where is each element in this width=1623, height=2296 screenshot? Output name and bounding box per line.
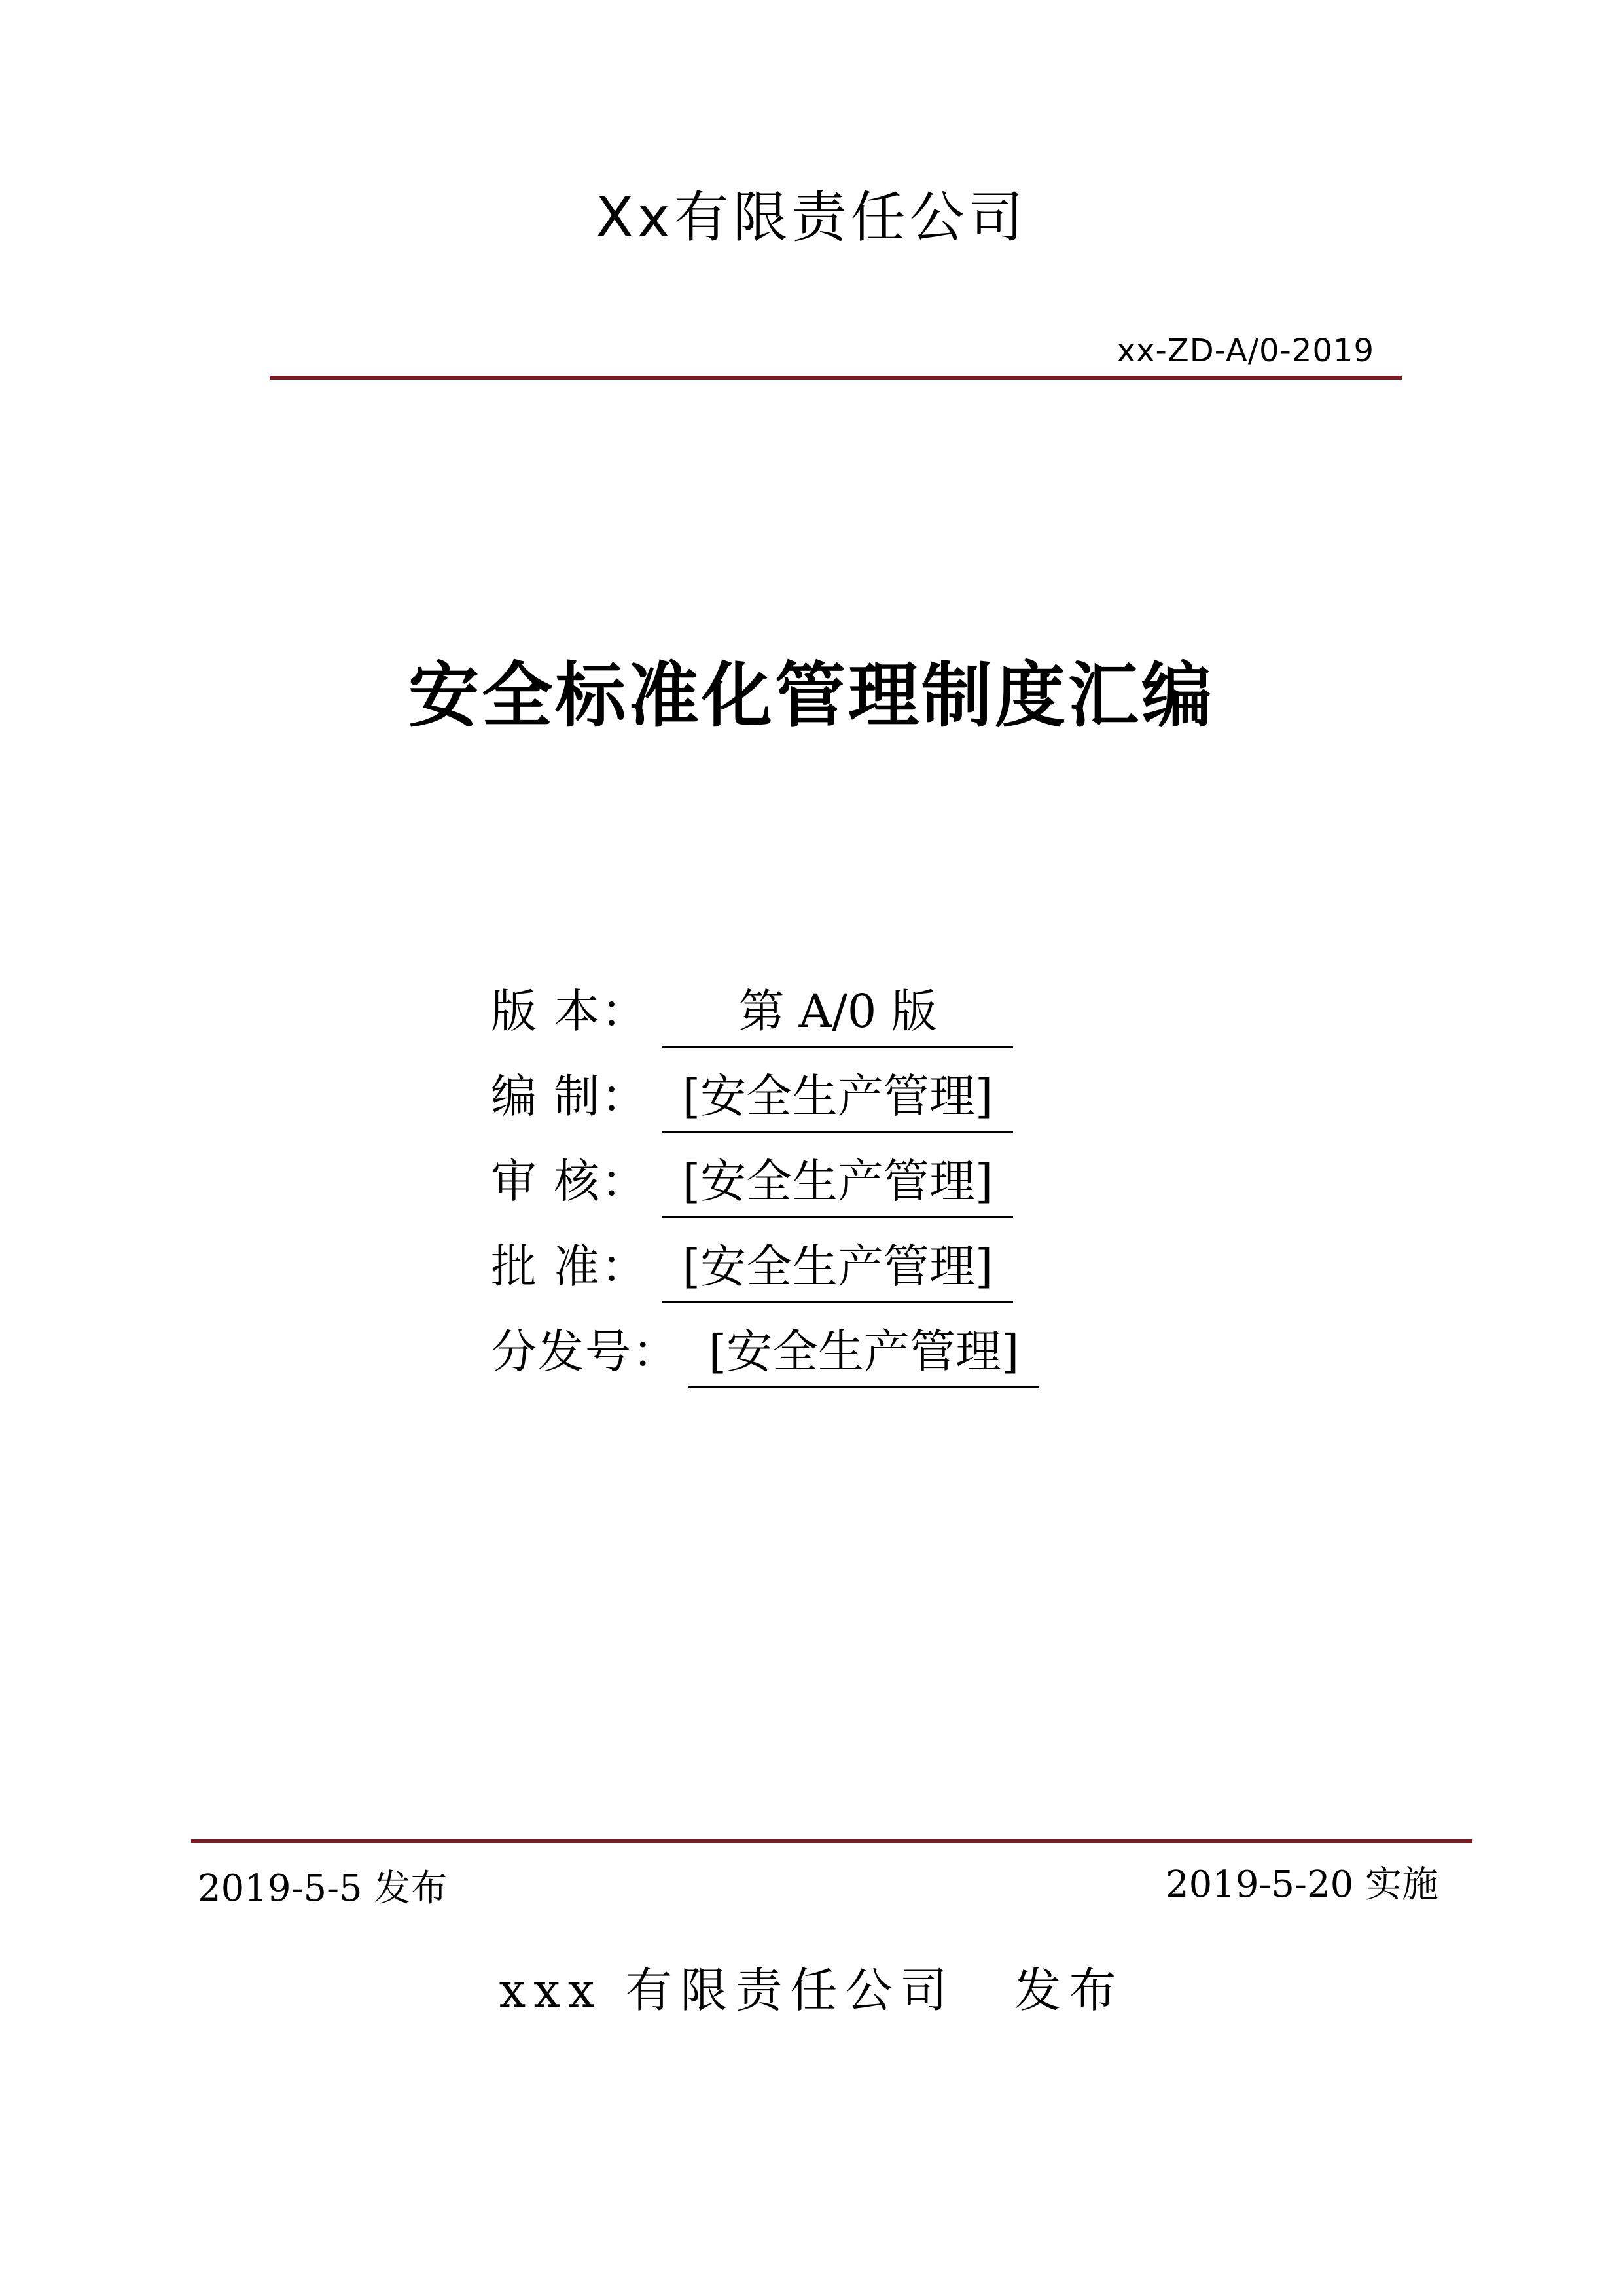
info-row-approved	[491, 1230, 1145, 1316]
publisher-line	[0, 1963, 1623, 2018]
info-row-version	[491, 975, 1145, 1060]
effective-date: 2019-5-20 实施	[1165, 1863, 1438, 1906]
compiled-label: 编 制：	[491, 1069, 649, 1123]
publisher-name: xxx 有限责任公司	[499, 1963, 955, 2018]
compiled-value: [安全生产管理]	[662, 1073, 1013, 1133]
version-value: 第 A/0 版	[662, 988, 1013, 1048]
info-row-reviewed	[491, 1145, 1145, 1230]
approved-label: 批 准：	[491, 1240, 649, 1293]
distribution-label: 分发号：	[491, 1325, 679, 1378]
document-code: xx-ZD-A/0-2019	[1116, 332, 1374, 369]
distribution-value: [安全生产管理]	[688, 1329, 1039, 1388]
info-row-distribution	[491, 1316, 1145, 1401]
reviewed-label: 审 核：	[491, 1155, 649, 1208]
version-label: 版 本：	[491, 984, 649, 1038]
header-divider	[270, 376, 1402, 380]
document-title: 安全标准化管理制度汇编	[408, 655, 1215, 737]
issue-date: 2019-5-5 发布	[198, 1867, 448, 1910]
document-info-block	[491, 975, 1145, 1401]
footer-divider	[191, 1839, 1472, 1843]
reviewed-value: [安全生产管理]	[662, 1158, 1013, 1218]
approved-value: [安全生产管理]	[662, 1244, 1013, 1303]
info-row-compiled	[491, 1060, 1145, 1145]
company-header: Xx有限责任公司	[596, 185, 1027, 249]
publish-word: 发布	[1014, 1963, 1124, 2018]
